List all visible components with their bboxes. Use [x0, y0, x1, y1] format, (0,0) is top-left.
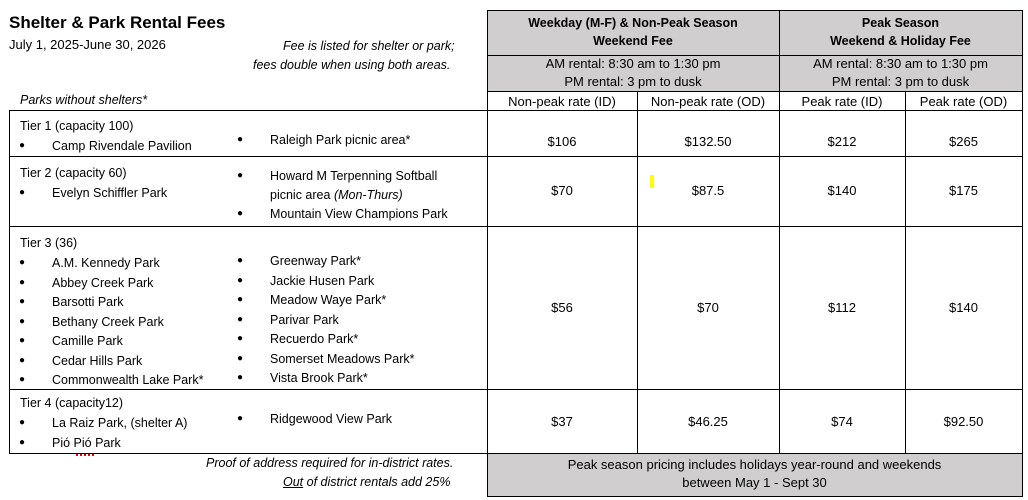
tier3-left-park-6: Cedar Hills Park — [52, 354, 143, 368]
tier3-right-park-4: Parivar Park — [270, 313, 339, 327]
tier2-right-park-1b-text: picnic area — [270, 188, 334, 202]
out-of-district-note — [283, 475, 450, 489]
tier3-rate-peak-id: $112 — [828, 300, 856, 315]
bullet-icon: ● — [19, 437, 26, 448]
rule — [9, 389, 1022, 390]
out-rest: of district rentals add 25% — [303, 475, 451, 489]
bullet-icon: ● — [237, 333, 244, 344]
tier4-rate-peak-od: $92.50 — [943, 414, 984, 429]
bullet-icon: ● — [19, 187, 26, 198]
proof-of-address-note: Proof of address required for in-district rates. — [206, 456, 454, 470]
col-header-nonpeak-od: Non-peak rate (OD) — [650, 94, 766, 109]
bullet-icon: ● — [237, 294, 244, 305]
tier4-left-park-1: La Raiz Park, (shelter A) — [52, 416, 188, 430]
peak-header-line1: Peak Season — [861, 16, 940, 30]
bullet-icon: ● — [19, 417, 26, 428]
rule — [9, 110, 10, 454]
bullet-icon: ● — [19, 257, 26, 268]
tier2-label: Tier 2 (capacity 60) — [20, 166, 127, 180]
rule — [487, 496, 1022, 497]
tier3-label: Tier 3 (36) — [20, 236, 78, 250]
tier1-right-park-1: Raleigh Park picnic area* — [270, 133, 411, 147]
peak-times — [779, 55, 1022, 91]
tier1-rate-nonpeak-id: $106 — [547, 134, 577, 149]
rule — [487, 10, 488, 497]
col-header-nonpeak-id: Non-peak rate (ID) — [508, 94, 616, 109]
parks-without-shelters-note: Parks without shelters* — [20, 93, 148, 107]
peak-pm-rental: PM rental: 3 pm to dusk — [831, 74, 970, 89]
weekday-header-line1: Weekday (M-F) & Non-Peak Season — [528, 16, 738, 30]
tier4-left-park-2: Pió Pió Park — [52, 436, 121, 450]
tier4-label: Tier 4 (capacity12) — [20, 396, 124, 410]
tier3-left-park-5: Camille Park — [52, 334, 123, 348]
rule — [487, 91, 1022, 92]
weekday-times — [487, 55, 779, 91]
out-word: Out — [283, 475, 304, 489]
tier2-right-park-1a: Howard M Terpenning Softball — [270, 169, 438, 183]
tier2-right-park-2: Mountain View Champions Park — [270, 207, 448, 221]
bullet-icon: ● — [19, 140, 26, 151]
tier3-rate-nonpeak-od: $70 — [697, 300, 719, 315]
rule — [9, 110, 1022, 111]
tier1-rate-peak-id: $212 — [827, 134, 857, 149]
tier3-right-park-3: Meadow Waye Park* — [270, 293, 387, 307]
bullet-icon: ● — [237, 413, 244, 424]
bullet-icon: ● — [19, 277, 26, 288]
rule — [487, 55, 1022, 56]
bullet-icon: ● — [19, 374, 26, 385]
bullet-icon: ● — [237, 255, 244, 266]
tier3-right-park-1: Greenway Park* — [270, 254, 362, 268]
peak-header-title — [779, 14, 1022, 50]
peak-note-line2: between May 1 - Sept 30 — [682, 475, 827, 490]
bullet-icon: ● — [19, 355, 26, 366]
bullet-icon: ● — [237, 275, 244, 286]
page-title: Shelter & Park Rental Fees — [9, 13, 226, 32]
bullet-icon: ● — [19, 316, 26, 327]
tier2-rate-peak-od: $175 — [949, 183, 978, 198]
tier3-right-park-6: Somerset Meadows Park* — [270, 352, 415, 366]
peak-season-note — [487, 456, 1022, 492]
tier4-right-park-1: Ridgewood View Park — [270, 412, 393, 426]
tier3-right-park-5: Recuerdo Park* — [270, 332, 359, 346]
bullet-icon: ● — [19, 296, 26, 307]
rule — [905, 91, 906, 454]
tier2-rate-nonpeak-id: $70 — [551, 183, 573, 198]
col-header-peak-od: Peak rate (OD) — [919, 94, 1008, 109]
tier3-right-park-7: Vista Brook Park* — [270, 371, 368, 385]
peak-note-line1: Peak season pricing includes holidays year-round and weekends — [567, 457, 942, 472]
tier3-left-park-1: A.M. Kennedy Park — [52, 256, 160, 270]
rule — [9, 453, 1022, 454]
tier1-left-park-1: Camp Rivendale Pavilion — [52, 139, 192, 153]
tier3-rate-nonpeak-id: $56 — [551, 300, 573, 315]
peak-header-line2: Weekend & Holiday Fee — [830, 34, 971, 48]
tier4-rate-peak-id: $74 — [831, 414, 853, 429]
weekday-header-line2: Weekend Fee — [593, 34, 673, 48]
tier2-right-park-1c-text: (Mon-Thurs) — [333, 188, 403, 202]
tier2-left-park-1: Evelyn Schiffler Park — [52, 186, 168, 200]
rule — [1022, 10, 1023, 497]
bullet-icon: ● — [19, 335, 26, 346]
fee-note-line1: Fee is listed for shelter or park; — [283, 39, 455, 53]
weekday-header-title — [487, 14, 779, 50]
tier1-rate-peak-od: $265 — [949, 134, 978, 149]
bullet-icon: ● — [237, 314, 244, 325]
tier4-rate-nonpeak-id: $37 — [551, 414, 573, 429]
fee-note-line2: fees double when using both areas. — [253, 58, 451, 72]
bullet-icon: ● — [237, 170, 244, 181]
weekday-am-rental: AM rental: 8:30 am to 1:30 pm — [545, 56, 721, 71]
tier3-right-park-2: Jackie Husen Park — [270, 274, 375, 288]
rule — [637, 91, 638, 454]
tier1-rate-nonpeak-od: $132.50 — [684, 134, 732, 149]
rule — [9, 156, 1022, 157]
col-header-peak-id: Peak rate (ID) — [801, 94, 883, 109]
rule — [779, 10, 780, 454]
tier1-label: Tier 1 (capacity 100) — [20, 119, 134, 133]
tier4-rate-nonpeak-od: $46.25 — [688, 414, 728, 429]
date-range: July 1, 2025-June 30, 2026 — [9, 37, 166, 52]
bullet-icon: ● — [237, 208, 244, 219]
tier2-rate-nonpeak-od: $87.5 — [691, 183, 725, 198]
rule — [9, 226, 1022, 227]
tier2-rate-peak-id: $140 — [827, 183, 857, 198]
bullet-icon: ● — [237, 353, 244, 364]
tier3-left-park-4: Bethany Creek Park — [52, 315, 164, 329]
tier2-right-park-1b — [270, 188, 403, 202]
tier3-left-park-2: Abbey Creek Park — [52, 276, 154, 290]
bullet-icon: ● — [237, 372, 244, 383]
tier3-left-park-3: Barsotti Park — [52, 295, 124, 309]
peak-am-rental: AM rental: 8:30 am to 1:30 pm — [813, 56, 988, 71]
tier3-left-park-7: Commonwealth Lake Park* — [52, 373, 204, 387]
weekday-pm-rental: PM rental: 3 pm to dusk — [564, 74, 702, 89]
tier3-rate-peak-od: $140 — [949, 300, 978, 315]
bullet-icon: ● — [237, 134, 244, 145]
rule — [487, 10, 1022, 11]
